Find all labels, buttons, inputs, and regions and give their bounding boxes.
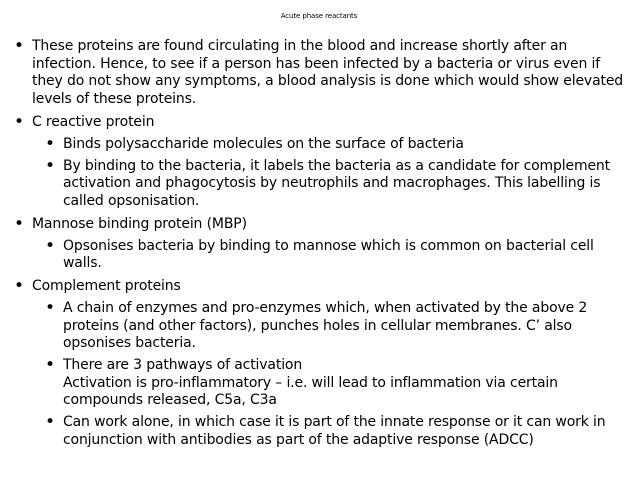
bullet-text-line: walls. bbox=[63, 255, 102, 271]
bullet-text-line: Complement proteins bbox=[32, 278, 181, 294]
bullet-text-line: they do not show any symptoms, a blood analysis is done which would show elevated bbox=[32, 73, 624, 89]
bullet-marker: • bbox=[45, 298, 55, 318]
bullet-text-line: Can work alone, in which case it is part of the innate response or it can work in bbox=[63, 414, 606, 430]
bullet-marker: • bbox=[14, 276, 24, 296]
slide-title: Acute phase reactants bbox=[280, 12, 358, 20]
bullet-text-line: activation and phagocytosis by neutrophils and macrophages. This labelling is bbox=[63, 175, 601, 191]
bullet-marker: • bbox=[45, 412, 55, 432]
bullet-marker: • bbox=[45, 355, 55, 375]
bullet-text-line: called opsonisation. bbox=[63, 192, 200, 209]
bullet-marker: • bbox=[45, 133, 55, 154]
bullet-text-line: By binding to the bacteria, it labels the bacteria as a candidate for complement bbox=[63, 157, 610, 174]
bullet-text-line: These proteins are found circulating in the blood and increase shortly after an bbox=[32, 38, 568, 54]
bullet-text-line: proteins (and other factors), punches holes in cellular membranes. C’ also bbox=[63, 317, 572, 334]
bullet-text-line: Binds polysaccharide molecules on the surface of bacteria bbox=[63, 135, 464, 152]
bullet-marker: • bbox=[14, 111, 24, 132]
bullet-text-line: levels of these proteins. bbox=[32, 90, 197, 107]
bullet-item bbox=[10, 278, 628, 296]
sub-bullet-item bbox=[10, 133, 628, 154]
bullet-text-line: Opsonises bacteria by binding to mannose which is common on bacterial cell bbox=[63, 237, 594, 254]
bullet-item bbox=[10, 38, 628, 108]
bullet-text-line: Activation is pro-inflammatory – i.e. will lead to inflammation via certain bbox=[63, 374, 558, 391]
sub-bullet-item bbox=[10, 300, 628, 353]
bullet-list bbox=[10, 38, 628, 449]
bullet-text-line: There are 3 pathways of activation bbox=[63, 357, 303, 373]
bullet-text-line: opsonises bacteria. bbox=[63, 335, 196, 351]
bullet-item bbox=[10, 213, 628, 234]
bullet-text-line: infection. Hence, to see if a person has been infected by a bacteria or virus even if bbox=[32, 55, 601, 72]
sub-bullet-item bbox=[10, 357, 628, 410]
bullet-text-line: Mannose binding protein (MBP) bbox=[32, 215, 247, 232]
sub-bullet-item bbox=[10, 155, 628, 211]
bullet-text-line: compounds released, C5a, C3a bbox=[63, 392, 277, 408]
sub-bullet-item bbox=[10, 235, 628, 273]
sub-bullet-item bbox=[10, 414, 628, 449]
bullet-marker: • bbox=[45, 235, 55, 256]
bullet-marker: • bbox=[14, 36, 24, 56]
bullet-text-line: A chain of enzymes and pro-enzymes which, when activated by the above 2 bbox=[63, 300, 588, 316]
bullet-text-line: C reactive protein bbox=[32, 113, 155, 130]
bullet-text-line: conjunction with antibodies as part of the adaptive response (ADCC) bbox=[63, 431, 534, 448]
bullet-item bbox=[10, 111, 628, 132]
bullet-marker: • bbox=[45, 155, 55, 176]
bullet-marker: • bbox=[14, 213, 24, 234]
